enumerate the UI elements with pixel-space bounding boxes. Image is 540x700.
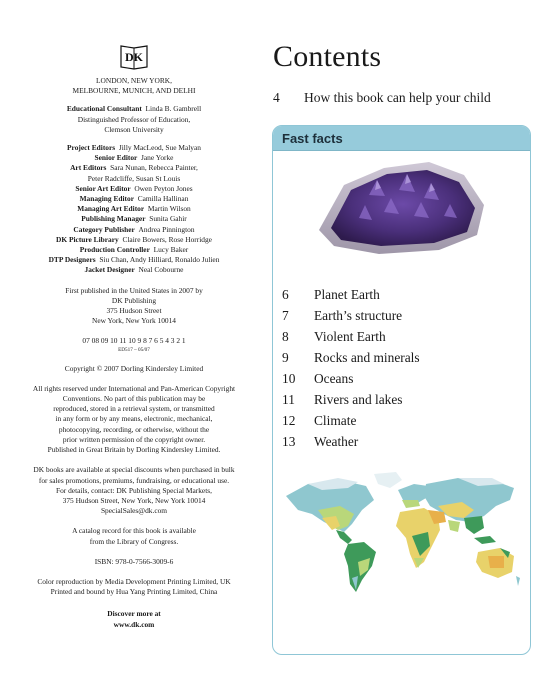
toc-entry-title: Planet Earth xyxy=(314,287,380,302)
toc-entry-title: Weather xyxy=(314,434,359,449)
toc-entry-title: Violent Earth xyxy=(314,329,386,344)
toc-page-number: 10 xyxy=(282,371,296,386)
credit-line: DTP Designers Siu Chan, Andy Hilliard, Ronaldo Julien xyxy=(48,255,220,265)
toc-list xyxy=(282,284,420,452)
logo-text: DK xyxy=(125,50,143,64)
toc-entry-title: Rocks and minerals xyxy=(314,350,420,365)
toc-entry[interactable] xyxy=(282,389,420,410)
staff-credits xyxy=(0,143,268,276)
toc-page-number: 7 xyxy=(282,308,289,323)
toc-page-number: 11 xyxy=(282,392,295,407)
first-published: First published in the United States in 2007 by DK Publishing 375 Hudson Street New York, New York 10014 xyxy=(65,285,203,326)
print-line: 07 08 09 10 11 10 9 8 7 6 5 4 3 2 1 ED517 – 05/07 xyxy=(0,336,268,353)
toc-entry-title: Rivers and lakes xyxy=(314,392,403,407)
credit-line: Jacket Designer Neal Cobourne xyxy=(84,265,184,275)
toc-entry[interactable] xyxy=(282,305,420,326)
world-climate-map-image xyxy=(278,466,523,598)
credit-line: DK Picture Library Claire Bowers, Rose Horridge xyxy=(56,234,212,244)
toc-entry[interactable] xyxy=(282,410,420,431)
educational-consultant: Educational Consultant Linda B. Gambrell Distinguished Professor of Education, Clemson University xyxy=(66,104,202,134)
bulk-discounts: DK books are available at special discounts when purchased in bulk for sales promotions, premiums, fundraising, or educational use. For details, contact: DK Publishing Special Markets, 375 Hudson Street, New York, New York 10014 SpecialSales@dk.com xyxy=(33,465,235,516)
copyright: Copyright © 2007 Dorling Kindersley Limited xyxy=(64,363,204,373)
toc-entry[interactable] xyxy=(282,326,420,347)
isbn: ISBN: 978-0-7566-3009-6 xyxy=(94,556,174,566)
toc-entry-title: Climate xyxy=(314,413,357,428)
credit-line: Art Editors Sara Nunan, Rebecca Painter, xyxy=(70,163,198,173)
toc-entry[interactable] xyxy=(282,284,420,305)
toc-page-number: 6 xyxy=(282,287,289,302)
toc-entry-title: Oceans xyxy=(314,371,354,386)
toc-page-number: 4 xyxy=(273,90,280,105)
credit-line: Senior Editor Jane Yorke xyxy=(94,153,174,163)
dk-logo-icon xyxy=(119,42,149,72)
toc-page-number: 13 xyxy=(282,434,296,449)
imprint-column xyxy=(0,42,268,630)
page-title: Contents xyxy=(273,40,382,73)
toc-entry[interactable] xyxy=(282,368,420,389)
edition-code: ED517 – 05/07 xyxy=(118,346,150,353)
toc-page-number: 12 xyxy=(282,413,296,428)
credit-line: Project Editors Jilly MacLeod, Sue Malyan xyxy=(67,143,201,153)
panel-title: Fast facts xyxy=(273,126,530,151)
toc-entry-title: Earth’s structure xyxy=(314,308,403,323)
credit-line: Senior Art Editor Owen Peyton Jones xyxy=(75,183,193,193)
credit-line: Managing Editor Camilla Hallinan xyxy=(79,194,189,204)
toc-page-number: 9 xyxy=(282,350,289,365)
credit-line: Production Controller Lucy Baker xyxy=(79,245,189,255)
toc-intro-entry xyxy=(273,90,491,106)
amethyst-crystal-image xyxy=(299,150,499,260)
credit-line: Publishing Manager Sunita Gahir xyxy=(81,214,187,224)
toc-page-number: 8 xyxy=(282,329,289,344)
publisher-locations: LONDON, NEW YORK, MELBOURNE, MUNICH, AND DELHI xyxy=(72,76,196,96)
credit-line: Category Publisher Andrea Pinnington xyxy=(73,224,195,234)
fast-facts-panel xyxy=(272,125,531,655)
credit-line: Managing Art Editor Martin Wilson xyxy=(77,204,191,214)
catalog-record: A catalog record for this book is available from the Library of Congress. xyxy=(72,526,196,546)
discover-more: Discover more at www.dk.com xyxy=(107,609,161,629)
toc-entry-title: How this book can help your child xyxy=(304,90,491,105)
printing-info: Color reproduction by Media Development Printing Limited, UK Printed and bound by Hua Yang Printing Limited, China xyxy=(37,576,231,597)
credit-line: Peter Radcliffe, Susan St Louis xyxy=(87,173,181,183)
toc-entry[interactable] xyxy=(282,431,420,452)
rights-notice: All rights reserved under International and Pan-American Copyright Conventions. No part of this publication may be reproduced, stored in a retrieval system, or transmitted in any form or by any means, electronic, mechanical, photocopying, recording, or otherwise, without the prior written permission of the copyright owner. Published in Great Britain by Dorling Kindersley Limited. xyxy=(32,383,236,455)
toc-entry[interactable] xyxy=(282,347,420,368)
